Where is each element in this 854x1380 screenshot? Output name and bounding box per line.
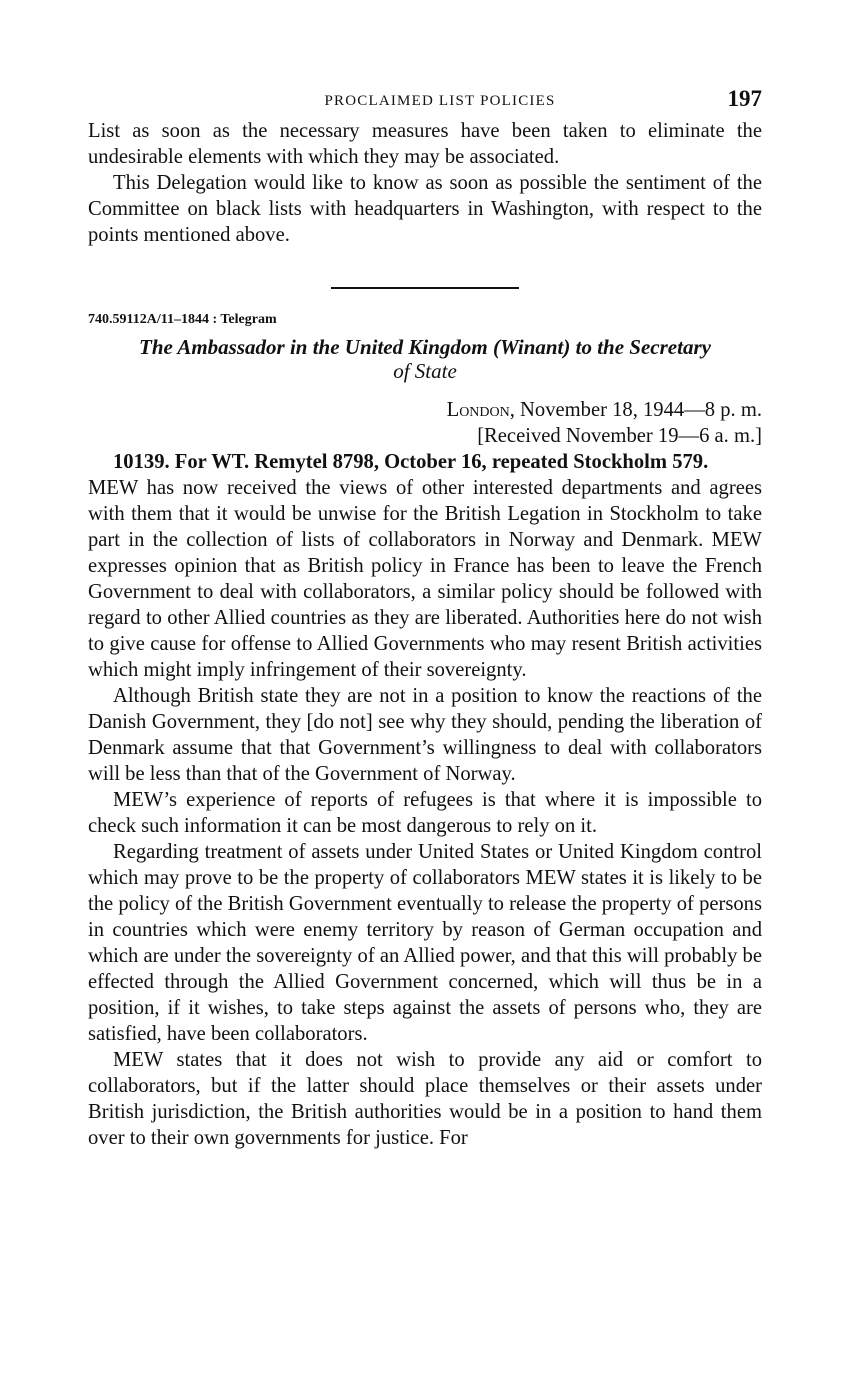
body-paragraph-1: MEW has now received the views of other interested departments and agrees with them that it would be unwise for the British Legation in Stockholm to take part in the collection of lists of collaborators in Norway and Denmark. MEW expresses opinion that as British policy in France has been to leave the French Government to deal with collaborators, a similar policy should be followed with regard to other Allied countries as they are liberated. Authorities here do not wish to give cause for offense to Allied Governments who may resent British activities which might imply infringement of their sovereignty. bbox=[88, 477, 762, 681]
file-reference: 740.59112A/11–1844 : Telegram bbox=[88, 312, 277, 327]
dateline bbox=[88, 397, 762, 449]
dateline-received: [Received November 19—6 a. m.] bbox=[477, 425, 762, 447]
section-divider bbox=[331, 287, 519, 289]
heading-line-1: The Ambassador in the United Kingdom (Winant) to the Secretary bbox=[139, 335, 711, 359]
dateline-date: , November 18, 1944—8 p. m. bbox=[509, 399, 762, 421]
running-title: PROCLAIMED LIST POLICIES bbox=[324, 93, 556, 109]
body-paragraph-3: MEW’s experience of reports of refugees is that where it is impossible to check such information it can be most dangerous to rely on it. bbox=[88, 789, 762, 837]
document-heading bbox=[88, 335, 762, 383]
body-paragraph-2: Although British state they are not in a position to know the reactions of the Danish Government, they [do not] see why they should, pending the liberation of Denmark assume that that Government’s willingness to deal with collaborators will be less than that of the Government of Norway. bbox=[88, 685, 762, 785]
page-number: 197 bbox=[727, 86, 762, 111]
running-header bbox=[88, 84, 762, 118]
body-paragraph-4: Regarding treatment of assets under United States or United Kingdom control which may prove to be the property of collaborators MEW states it is likely to be the policy of the British Government eventually to release the property of persons in countries which were enemy territory by reason of German occupation and which are under the sovereignty of an Allied power, and that this will probably be effected through the Allied Government concerned, which will thus be in a position, if it wishes, to take steps against the assets of persons who, they are satisfied, have been collaborators. bbox=[88, 841, 762, 1045]
intro-paragraph-1: List as soon as the necessary measures have been taken to eliminate the undesirable elements with which they may be associated. bbox=[88, 120, 762, 168]
dateline-sent bbox=[88, 397, 762, 423]
body-paragraph-5: MEW states that it does not wish to provide any aid or comfort to collaborators, but if the latter should place themselves or their assets under British jurisdiction, the British authorities would be in a position to hand them over to their own governments for justice. For bbox=[88, 1049, 762, 1149]
heading-line-2: of State bbox=[393, 359, 457, 383]
document-page bbox=[88, 84, 762, 1151]
telegram-lead: 10139. For WT. Remytel 8798, October 16, repeated Stockholm 579. bbox=[113, 451, 709, 473]
intro-paragraph-2: This Delegation would like to know as soon as possible the sentiment of the Committee on black lists with headquarters in Washington, with respect to the points mentioned above. bbox=[88, 172, 762, 246]
dateline-place: London bbox=[446, 399, 510, 421]
